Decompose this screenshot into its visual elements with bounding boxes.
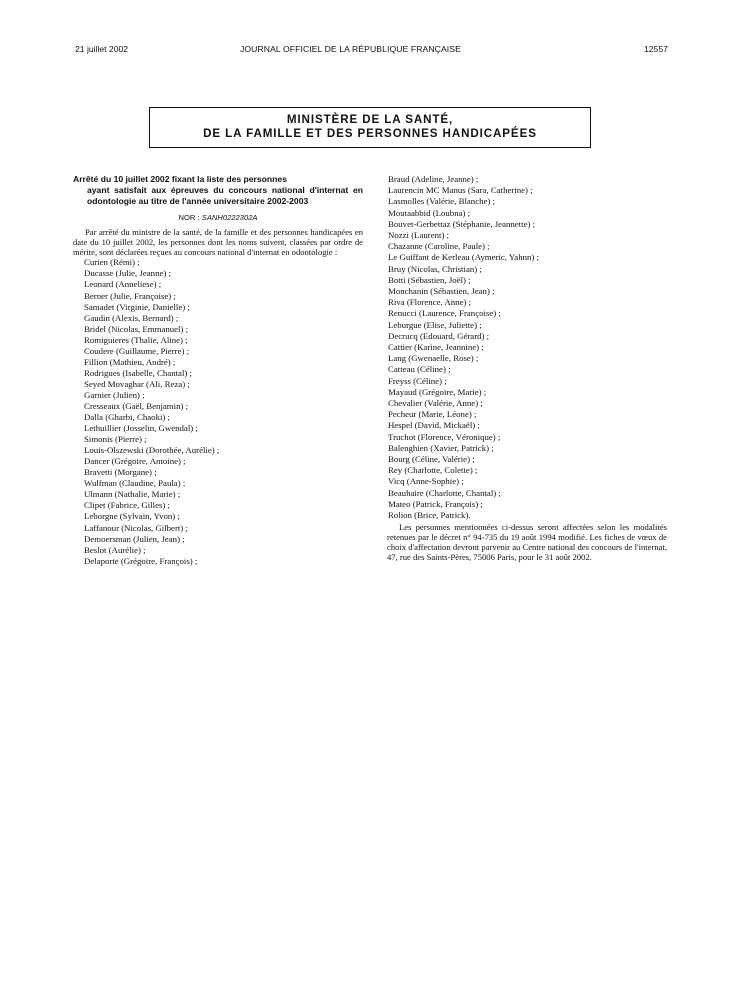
name-entry: Leonard (Anneliese) ; [84, 279, 162, 290]
name-entry: Bourg (Céline, Valérie) ; [388, 454, 475, 465]
name-entry: Curien (Rémi) ; [84, 257, 140, 268]
name-entry: Delaporte (Grégoire, François) ; [84, 555, 198, 566]
name-entry: Rolion (Brice, Patrick). [388, 510, 471, 521]
name-entry: Chazanne (Caroline, Paule) ; [388, 241, 490, 252]
name-entry: Lethuillier (Josselin, Gwendal) ; [84, 423, 198, 434]
name-entry: Louis-Olszewski (Dorothée, Aurélie) ; [84, 445, 220, 456]
ministry-line-1: MINISTÈRE DE LA SANTÉ, [286, 113, 454, 126]
arrete-title-rest: ayant satisfait aux épreuves du concours national d'internat en odontologie au titre de l'année universitaire 2002-2003 [87, 185, 363, 206]
left-column [73, 174, 363, 567]
name-entry: Dancer (Grégoire, Antoine) ; [84, 456, 186, 467]
name-entry: Bouvet-Gerbettaz (Stéphanie, Jeannette) ; [388, 218, 536, 229]
name-entry: Romiguieres (Thalie, Aline) ; [84, 334, 188, 345]
name-entry: Catteau (Céline) ; [388, 364, 451, 375]
name-entry: Coudere (Guillaume, Pierre) ; [84, 345, 190, 356]
page-header [0, 44, 748, 58]
right-column [387, 174, 667, 562]
arrete-intro: Par arrêté du ministre de la santé, de la famille et des personnes handicapées en date du 10 juillet 2002, les personnes dont les noms suivent, classées par ordre de mérite, sont déclarées reçues au concours national d'internat en odontologie : [73, 227, 363, 257]
arrete-title-line-1: Arrêté du 10 juillet 2002 fixant la liste des personnes [73, 174, 287, 184]
nor-reference [73, 213, 363, 222]
name-entry: Leburgue (Elise, Juliette) ; [388, 319, 482, 330]
name-entry: Moutaabbid (Loubna) ; [388, 207, 471, 218]
name-entry: Vicq (Anne-Sophie) ; [388, 476, 464, 487]
name-entry: Berner (Julie, Françoise) ; [84, 290, 176, 301]
name-entry: Leborgne (Sylvain, Yvon) ; [84, 511, 180, 522]
name-entry: Gaudin (Alexis, Bernard) ; [84, 312, 179, 323]
name-entry: Truchot (Florence, Véronique) ; [388, 431, 501, 442]
name-entry: Rey (Charlotte, Colette) ; [388, 465, 478, 476]
name-entry: Bridel (Nicolas, Emmanuel) ; [84, 323, 189, 334]
name-entry: Chevalier (Valérie, Anne) ; [388, 398, 483, 409]
name-entry: Simonis (Pierre) ; [84, 434, 147, 445]
name-entry: Le Guiffant de Kerleau (Aymeric, Yahnn) ; [388, 252, 539, 263]
name-entry: Demoersman (Julien, Jean) ; [84, 533, 185, 544]
name-entry: Botti (Sébastien, Joël) ; [388, 274, 471, 285]
name-entry: Lang (Gwenaelle, Rose) ; [388, 353, 479, 364]
name-entry: Lasmolles (Valérie, Blanche) ; [388, 196, 495, 207]
nor-code: SANH0222302A [201, 213, 258, 222]
name-entry: Dalla (Gharbi, Chaoki) ; [84, 412, 170, 423]
name-entry: Bravetti (Morgane) ; [84, 467, 157, 478]
name-entry: Hespel (David, Mickaël) ; [388, 420, 480, 431]
name-entry: Rodrigues (Isabelle, Chantal) ; [84, 367, 192, 378]
name-entry: Wulfman (Claudine, Paula) ; [84, 478, 186, 489]
name-entry: Beauhaire (Charlotte, Chantal) ; [388, 487, 501, 498]
name-entry: Beslot (Aurélie) ; [84, 544, 146, 555]
names-list-right [387, 174, 667, 521]
name-entry: Freyss (Céline) ; [388, 375, 447, 386]
ministry-box [149, 107, 591, 148]
page-number: 12557 [644, 44, 668, 54]
name-entry: Renucci (Laurence, Françoise) ; [388, 308, 501, 319]
name-entry: Balenghien (Xavier, Patrick) ; [388, 442, 494, 453]
name-entry: Clipet (Fabrice, Gilles) ; [84, 500, 170, 511]
name-entry: Ducasse (Julie, Jeanne) ; [84, 268, 171, 279]
name-entry: Bruy (Nicolas, Christian) ; [388, 263, 482, 274]
name-entry: Riva (Florence, Anne) ; [388, 297, 472, 308]
journal-title: JOURNAL OFFICIEL DE LA RÉPUBLIQUE FRANÇAISE [240, 44, 461, 54]
name-entry: Fillion (Mathieu, André) ; [84, 356, 176, 367]
name-entry: Nozzi (Laurent) ; [388, 230, 450, 241]
nor-label: NOR : [178, 213, 200, 222]
name-entry: Mayaud (Grégoire, Marie) ; [388, 386, 487, 397]
name-entry: Mateo (Patrick, François) ; [388, 498, 483, 509]
name-entry: Ulmann (Nathalie, Marie) ; [84, 489, 181, 500]
name-entry: Monchanin (Sébastien, Jean) ; [388, 286, 495, 297]
names-list-left [73, 257, 363, 566]
header-date: 21 juillet 2002 [75, 44, 129, 54]
ministry-line-2: DE LA FAMILLE ET DES PERSONNES HANDICAPÉES [203, 127, 537, 140]
name-entry: Pecheur (Marie, Léone) ; [388, 409, 477, 420]
name-entry: Seyed Movaghar (Ali, Reza) ; [84, 378, 190, 389]
name-entry: Samadet (Virginie, Danielle) ; [84, 301, 190, 312]
closing-paragraph: Les personnes mentionnées ci-dessus seront affectées selon les modalités retenues par le décret n° 94-735 du 19 août 1994 modifié. Les fiches de vœux de choix d'affectation devront parvenir au Centre national des concours de l'internat, 47, rue des Saints-Pères, 75006 Paris, pour le 31 août 2002. [387, 522, 667, 562]
arrete-title [73, 174, 363, 207]
name-entry: Garnier (Julien) ; [84, 389, 145, 400]
name-entry: Cattier (Karine, Jeannine) ; [388, 342, 484, 353]
name-entry: Cresseaux (Gaël, Benjamin) ; [84, 401, 189, 411]
name-entry: Laffanour (Nicolas, Gilbert) ; [84, 522, 188, 533]
name-entry: Laurencin MC Manus (Sara, Catherine) ; [388, 185, 533, 196]
name-entry: Braud (Adeline, Jeanne) ; [388, 174, 479, 184]
name-entry: Decrucq (Edouard, Gérard) ; [388, 330, 490, 341]
